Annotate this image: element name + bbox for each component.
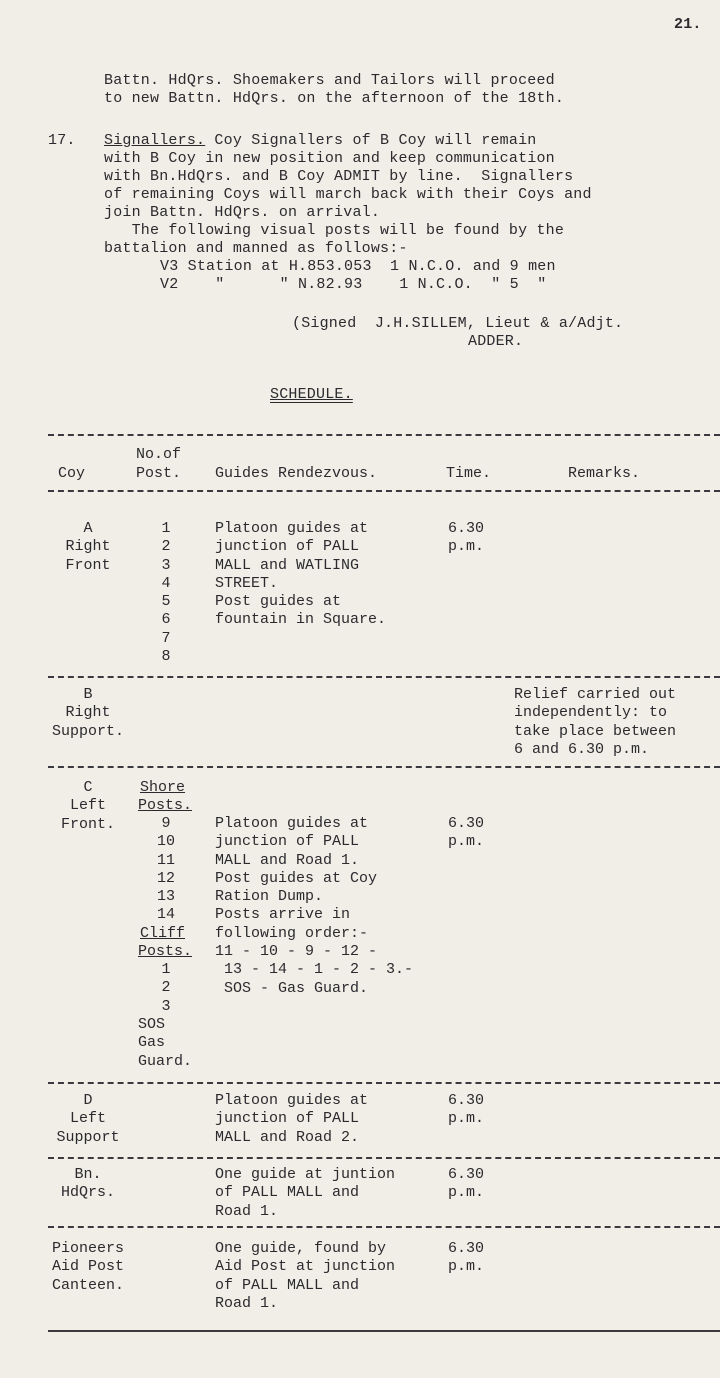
table-rule [48, 1157, 720, 1159]
header-post-top: No.of [136, 446, 182, 463]
row-c-shore-label-1: Shore [140, 779, 186, 796]
row-c-guides: Platoon guides at junction of PALL MALL and Road 1. Post guides at Coy Ration Dump. Posts arrive in following order:- 11 - 10 - 9 - 12 - 13 - 14 - 1 - 2 - 3.- SOS - Gas Guard. [215, 815, 414, 997]
row-c-extra-posts: SOS Gas Guard. [138, 1016, 193, 1070]
signature-appointment: ADDER. [468, 333, 524, 350]
row-a-guides: Platoon guides at junction of PALL MALL and WATLING STREET. Post guides at fountain in Square. [215, 520, 387, 629]
row-c-coy: C Left Front. [60, 779, 115, 833]
row-c-shore-label-2: Posts. [138, 797, 193, 814]
table-rule [48, 490, 720, 492]
row-bn-time: 6.30 p.m. [448, 1166, 485, 1202]
para-first-line-rest: Coy Signallers of B Coy will remain [205, 132, 537, 149]
row-bn-coy: Bn. HdQrs. [60, 1166, 115, 1202]
para-line: with Bn.HdQrs. and B Coy ADMIT by line. Signallers [104, 168, 574, 185]
row-a-coy: A Right Front [65, 520, 111, 574]
para-line: V3 Station at H.853.053 1 N.C.O. and 9 men [114, 258, 556, 275]
signature-line: (Signed J.H.SILLEM, Lieut & a/Adjt. [292, 315, 624, 332]
table-bottom-rule [48, 1330, 720, 1332]
table-rule [48, 434, 720, 436]
row-c-time: 6.30 p.m. [448, 815, 485, 851]
row-pioneers-coy: Pioneers Aid Post Canteen. [51, 1240, 124, 1294]
intro-line-1: Battn. HdQrs. Shoemakers and Tailors will proceed [104, 72, 555, 89]
row-c-shore-posts: 9 10 11 12 13 14 [156, 815, 175, 924]
header-coy: Coy [58, 465, 86, 482]
para-heading: Signallers. [104, 132, 206, 149]
row-c-cliff-label-1: Cliff [140, 925, 186, 942]
header-guides: Guides Rendezvous. [215, 465, 378, 482]
row-d-guides: Platoon guides at junction of PALL MALL and Road 2. [215, 1092, 369, 1146]
para-line: with B Coy in new position and keep communication [104, 150, 555, 167]
row-b-remarks: Relief carried out independently: to take place between 6 and 6.30 p.m. [514, 686, 677, 758]
para-line: V2 " " N.82.93 1 N.C.O. " 5 " [114, 276, 547, 293]
row-pioneers-guides: One guide, found by Aid Post at junction of PALL MALL and Road 1. [215, 1240, 396, 1312]
header-post-bottom: Post. [136, 465, 182, 482]
row-pioneers-time: 6.30 p.m. [448, 1240, 485, 1276]
row-d-time: 6.30 p.m. [448, 1092, 485, 1128]
row-a-time: 6.30 p.m. [448, 520, 485, 556]
row-a-posts: 1 2 3 4 5 6 7 8 [161, 520, 171, 666]
row-d-coy: D Left Support [56, 1092, 120, 1146]
table-rule [48, 1082, 720, 1084]
para-line: of remaining Coys will march back with their Coys and [104, 186, 592, 203]
schedule-title: SCHEDULE. [270, 386, 353, 403]
row-b-coy: B Right Support. [51, 686, 124, 740]
page-number: 21. [674, 16, 702, 33]
table-rule [48, 1226, 720, 1228]
header-remarks: Remarks. [568, 465, 641, 482]
row-c-cliff-posts: 1 2 3 [161, 961, 171, 1015]
table-rule [48, 676, 720, 678]
para-number: 17. [48, 132, 76, 149]
table-rule [48, 766, 720, 768]
para-17-first-line [104, 132, 536, 150]
para-line: The following visual posts will be found by the [104, 222, 565, 239]
para-line: join Battn. HdQrs. on arrival. [104, 204, 381, 221]
para-line: battalion and manned as follows:- [104, 240, 408, 257]
intro-line-2: to new Battn. HdQrs. on the afternoon of the 18th. [104, 90, 565, 107]
row-bn-guides: One guide at juntion of PALL MALL and Road 1. [215, 1166, 396, 1220]
row-c-cliff-label-2: Posts. [138, 943, 193, 960]
header-time: Time. [446, 465, 492, 482]
